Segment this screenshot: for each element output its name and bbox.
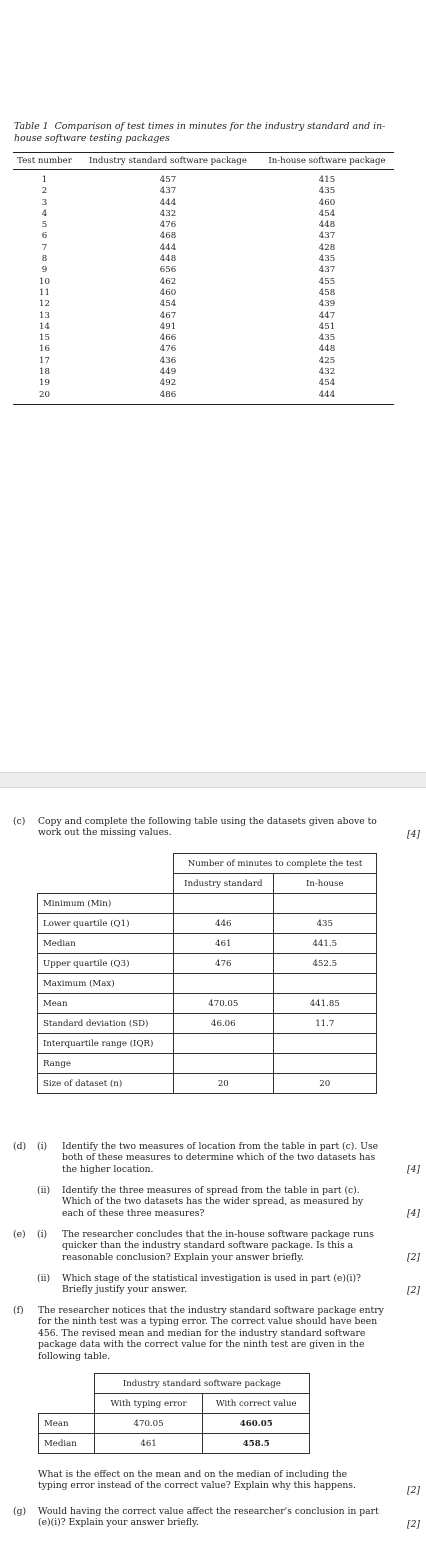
cell-industry-value: 466: [159, 333, 177, 344]
industry-standard-value: [174, 974, 273, 994]
industry-standard-value: [174, 894, 273, 914]
table-1-caption-text: Comparison of test times in minutes for the industry standard and in-house software testing packages: [14, 121, 386, 144]
stat-row: [38, 1034, 377, 1054]
stat-row: [38, 974, 377, 994]
in-house-value: [273, 894, 376, 914]
part-d-label: (d): [13, 1141, 27, 1152]
table-1-row: [13, 311, 394, 322]
cell-inhouse-value: 460: [318, 197, 336, 208]
cell-industry-value: 448: [159, 254, 177, 265]
stat-row: [38, 1054, 377, 1074]
cell-industry-value: 491: [159, 321, 177, 332]
part-g-label: (g): [13, 1506, 27, 1517]
cell-industry-value: 457: [159, 175, 177, 185]
cell-inhouse-value: 448: [318, 344, 336, 355]
in-house-value: 11.7: [273, 1014, 376, 1034]
industry-standard-value: [174, 1034, 273, 1054]
revised-statistics-table: [38, 1373, 310, 1454]
part-e-ii-marks: [2]: [406, 1285, 420, 1296]
corner-blank-2: [38, 874, 174, 894]
industry-standard-value: 446: [174, 914, 273, 934]
part-f-question: What is the effect on the mean and on the median of including the typing error instead of the correct value? Explain why this happens.: [38, 1469, 356, 1492]
stat-label: Median: [38, 934, 174, 954]
cell-industry-value: 656: [159, 265, 177, 276]
stat-label: Standard deviation (SD): [38, 1014, 174, 1034]
part-d-ii-marks: [4]: [406, 1208, 420, 1219]
table-1-row: [13, 322, 394, 333]
stat-label: Mean: [38, 994, 174, 1014]
col-header-with-correct-value: With correct value: [203, 1394, 310, 1414]
stat-label: Upper quartile (Q3): [38, 954, 174, 974]
in-house-value: 435: [273, 914, 376, 934]
with-correct-value-value: 460.05: [203, 1414, 310, 1434]
industry-standard-value: 46.06: [174, 1014, 273, 1034]
revised-row: [39, 1434, 310, 1454]
col-header-in-house: In-house: [273, 874, 376, 894]
cell-industry-value: 454: [159, 299, 177, 310]
cell-inhouse-value: 437: [318, 231, 336, 242]
cell-test-number: 6: [41, 231, 48, 242]
part-g-marks: [2]: [406, 1519, 420, 1530]
cell-test-number: 18: [39, 367, 50, 378]
part-f-label: (f): [13, 1305, 24, 1316]
cell-test-number: 4: [41, 208, 48, 219]
col-header-industry-standard: Industry standard: [174, 874, 273, 894]
table-1-row: [13, 356, 394, 367]
part-d-i-label: (i): [37, 1141, 48, 1152]
table-1-row: [13, 220, 394, 231]
cell-industry-value: 476: [159, 220, 177, 231]
part-e-ii-label: (ii): [37, 1273, 51, 1284]
table-1-body: [13, 170, 394, 405]
in-house-value: [273, 974, 376, 994]
table-1-row: [13, 367, 394, 378]
page-2: [0, 788, 426, 1545]
table-1-row: [13, 254, 394, 265]
table-1-row: [13, 344, 394, 355]
part-e-i-marks: [2]: [406, 1252, 420, 1263]
part-e-ii-text: Which stage of the statistical investigation is used in part (e)(i)? Briefly justify your answer.: [62, 1273, 361, 1296]
stat-label: Size of dataset (n): [38, 1074, 174, 1094]
table-1-row: [13, 277, 394, 288]
cell-test-number: 10: [39, 276, 50, 287]
cell-test-number: 12: [39, 299, 50, 310]
table-1-row: [13, 198, 394, 209]
cell-inhouse-value: 454: [318, 208, 336, 219]
part-d-ii-text: Identify the three measures of spread from the table in part (c). Which of the two datasets has the wider spread, as measured by each of these three measures?: [62, 1185, 364, 1219]
table-1-row: [13, 265, 394, 276]
table-1-row: [13, 333, 394, 344]
in-house-value: 452.5: [273, 954, 376, 974]
cell-test-number: 9: [41, 265, 48, 276]
cell-inhouse-value: 435: [318, 333, 336, 344]
part-e-i-text: The researcher concludes that the in-house software package runs quicker than the industry standard software package. Is this a reasonable conclusion? Explain your answer briefly.: [62, 1229, 374, 1263]
summary-statistics-table: [37, 853, 377, 1094]
table-1-row: [13, 170, 394, 187]
cell-inhouse-value: 451: [318, 321, 336, 332]
table-1-caption: [14, 121, 404, 145]
cell-test-number: 3: [41, 197, 48, 208]
cell-test-number: 2: [41, 186, 48, 197]
industry-standard-value: 20: [174, 1074, 273, 1094]
with-typing-error-value: 470.05: [94, 1414, 203, 1434]
stat-row: [38, 954, 377, 974]
cell-industry-value: 468: [159, 231, 177, 242]
industry-standard-value: 470.05: [174, 994, 273, 1014]
corner-blank-f: [39, 1374, 95, 1394]
table-1-row: [13, 288, 394, 299]
stat-row: [38, 1074, 377, 1094]
in-house-value: [273, 1054, 376, 1074]
cell-inhouse-value: 432: [318, 367, 336, 378]
cell-test-number: 15: [39, 333, 50, 344]
part-d-ii-label: (ii): [37, 1185, 51, 1196]
table-1-row: [13, 390, 394, 405]
cell-industry-value: 436: [159, 355, 177, 366]
part-e-i-label: (i): [37, 1229, 48, 1240]
part-e-label: (e): [13, 1229, 26, 1240]
stat-row: [38, 934, 377, 954]
revised-row: [39, 1414, 310, 1434]
industry-standard-value: [174, 1054, 273, 1074]
stat-row: [38, 914, 377, 934]
revised-stat-label: Mean: [39, 1414, 95, 1434]
stat-label: Minimum (Min): [38, 894, 174, 914]
stat-label: Maximum (Max): [38, 974, 174, 994]
cell-test-number: 13: [39, 310, 50, 321]
cell-inhouse-value: 435: [318, 186, 336, 197]
cell-test-number: 19: [39, 378, 50, 389]
part-g-text: Would having the correct value affect the researcher's conclusion in part (e)(i)? Explain your answer briefly.: [38, 1506, 379, 1529]
page-1: [0, 0, 426, 772]
cell-industry-value: 462: [159, 276, 177, 287]
corner-blank-f2: [39, 1394, 95, 1414]
in-house-value: 441.85: [273, 994, 376, 1014]
cell-test-number: 16: [39, 344, 50, 355]
cell-inhouse-value: 435: [318, 254, 336, 265]
corner-blank: [38, 854, 174, 874]
revised-stat-label: Median: [39, 1434, 95, 1454]
table-1-row: [13, 378, 394, 389]
cell-inhouse-value: 428: [318, 242, 336, 253]
cell-industry-value: 444: [159, 197, 177, 208]
in-house-value: 20: [273, 1074, 376, 1094]
table-1-row: [13, 209, 394, 220]
table-1-row: [13, 231, 394, 242]
cell-industry-value: 449: [159, 367, 177, 378]
cell-test-number: 5: [41, 220, 48, 231]
in-house-value: [273, 1034, 376, 1054]
cell-test-number: 14: [39, 321, 50, 332]
cell-test-number: 7: [41, 242, 48, 253]
with-correct-value-value: 458.5: [203, 1434, 310, 1454]
cell-industry-value: 492: [159, 378, 177, 389]
cell-inhouse-value: 447: [318, 310, 336, 321]
col-header-industry: Industry standard software package: [76, 153, 260, 170]
part-d-i-marks: [4]: [406, 1164, 420, 1175]
part-c-label: (c): [13, 816, 26, 827]
part-c-marks: [4]: [406, 829, 420, 840]
cell-inhouse-value: 437: [318, 265, 336, 276]
cell-inhouse-value: 455: [318, 276, 336, 287]
stat-label: Interquartile range (IQR): [38, 1034, 174, 1054]
cell-test-number: 20: [13, 390, 76, 405]
cell-test-number: 11: [39, 287, 50, 298]
cell-inhouse-value: 444: [260, 390, 394, 405]
cell-inhouse-value: 448: [318, 220, 336, 231]
cell-inhouse-value: 454: [318, 378, 336, 389]
stat-label: Range: [38, 1054, 174, 1074]
col-header-test-number: Test number: [13, 153, 76, 170]
in-house-value: 441.5: [273, 934, 376, 954]
stat-row: [38, 1014, 377, 1034]
col-header-with-typing-error: With typing error: [94, 1394, 203, 1414]
table-1: [13, 152, 394, 405]
stat-label: Lower quartile (Q1): [38, 914, 174, 934]
table-1-label: Table 1: [14, 121, 49, 132]
group-header: Number of minutes to complete the test: [174, 854, 377, 874]
cell-industry-value: 467: [159, 310, 177, 321]
cell-test-number: 1: [41, 175, 48, 185]
page-separator: [0, 772, 426, 788]
industry-standard-value: 461: [174, 934, 273, 954]
part-c-text: Copy and complete the following table using the datasets given above to work out the missing values.: [38, 816, 377, 839]
cell-inhouse-value: 439: [318, 299, 336, 310]
cell-test-number: 8: [41, 254, 48, 265]
part-d-i-text: Identify the two measures of location from the table in part (c). Use both of these measures to determine which of the two datasets has the higher location.: [62, 1141, 379, 1175]
table-1-row: [13, 186, 394, 197]
stat-row: [38, 894, 377, 914]
cell-industry-value: 432: [159, 208, 177, 219]
cell-industry-value: 444: [159, 242, 177, 253]
part-f-text: The researcher notices that the industry standard software package entry for the ninth test was a typing error. The correct value should have been 456. The revised mean and median for the industry standard software package data with the correct value for the ninth test are given in the following table.: [38, 1305, 384, 1362]
cell-industry-value: 476: [159, 344, 177, 355]
cell-inhouse-value: 415: [318, 175, 336, 185]
group-header-f: Industry standard software package: [94, 1374, 309, 1394]
cell-test-number: 17: [39, 355, 50, 366]
table-1-row: [13, 243, 394, 254]
part-f-marks: [2]: [406, 1485, 420, 1496]
industry-standard-value: 476: [174, 954, 273, 974]
cell-industry-value: 486: [76, 390, 260, 405]
cell-inhouse-value: 425: [318, 355, 336, 366]
col-header-inhouse: In-house software package: [260, 153, 394, 170]
stat-row: [38, 994, 377, 1014]
with-typing-error-value: 461: [94, 1434, 203, 1454]
cell-industry-value: 437: [159, 186, 177, 197]
table-1-row: [13, 299, 394, 310]
cell-inhouse-value: 458: [318, 287, 336, 298]
cell-industry-value: 460: [159, 287, 177, 298]
